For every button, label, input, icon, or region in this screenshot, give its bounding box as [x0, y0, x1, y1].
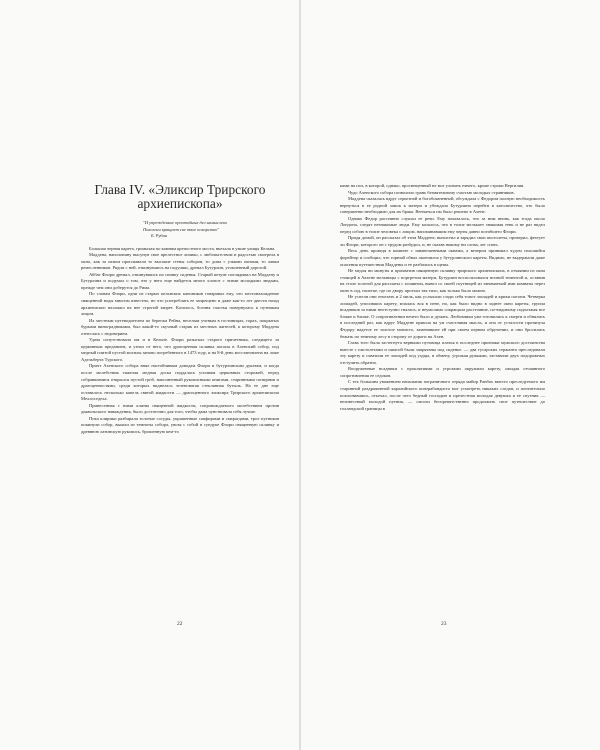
paragraph: Однако Федор рассеянно слушал ее речи. Ему показалось, что за ним вновь, как тогда около Лондона, следят незнакомые люди. Ему казалось, что в толпе мелькает знакомая тень и не раз видел перед собою в толпе человека с лицом, напоминавшим ему черты давно погибшего Флори.: [340, 215, 545, 234]
chapter-title: Глава IV. «Эликсир Трирского архиепископа»: [94, 182, 266, 212]
paragraph: Придя домой, он рассказал об этом Маддене, вычистил и зарядил свои пистолеты, проверил, фехтует ли Флори, которого он с трудом разбудил, и, не сказав никому ни слова, лег спать.: [340, 235, 545, 247]
epigraph-line: "И упрежденное прочтобных дел намыслено: [143, 220, 228, 226]
paragraph: Принесенная с ними клятва священной жидкости, сопровождаемого молебствием против дьявольского наваждения, было достаточно для того, чтобы дама чувствовала себя лучше.: [81, 402, 279, 415]
right-text-column: [340, 183, 545, 412]
right-page: [301, 0, 600, 750]
epigraph: [143, 220, 279, 233]
paragraph: Большая черная карета, громыхая по камням крепостного моста, въехала в узкие улицы Кельна.: [89, 245, 276, 251]
paragraph: Не медля ни минуты и прихватив священную склянку трирского архиепископа, в отчаянии из окна стоящей в Аахене мельницы с портретом матери, Бутурлин воспользовался ночной темнотой и, оставив на столе золотой для расплаты с хозяином, вывел со своей спутницей из занимаемой ими комнаты через окно в сад, налегке, где по двору проехал так тихо, как только было можно.: [340, 268, 545, 293]
paragraph: Аббат Флори дремал, откинувшись на спинку сиденья. Старый иезуит поглядывал на Маддену и Бутурлина и подумал о том, что у него еще найдется много хлопот с этими молодыми людьми, прежде чем они доберутся до Рима.: [81, 271, 279, 290]
paragraph: ками на пол, в которой, однако, просвещенный не мог уловить ничего, кроме строки Вергилия.: [340, 183, 525, 188]
left-text-column: [81, 183, 279, 435]
paragraph: Вооруженные всадники с проклятиями и угрозами окружили карету, ожидая отчаянного сопротивления ее седоков.: [340, 366, 545, 378]
paragraph: Удача сопутствовала им и в Кельне. Флори разыскал старого причетника, следящего за церковным преданием, и узнал от него, что драгоценная склянка попала в Ахенский собор, под медный плитой пустой могилы заново погребенного в 1473 году, и на 8-й день восстановлена на ложе Адельберта Турского.: [81, 337, 279, 362]
paragraph: Весь день проведя в комнате с занавешенными окнами, а вечером принимал чудом спасшийся форейтор и сообщил, что горный обвал окончился у бутурлинского кареты. Видимо, не выдержали даже опасения путешествия Маддены и ее разбились в щепы.: [340, 248, 545, 267]
paragraph: По словам Флори, одни из старых кельнских каноников говаривал ему, что местонахождение священной воды многим известно, но что употреблять ее запрещено и даже как-то лет двести назад архиепископ наложил на нее строгий запрет. Казалось, богиня счастья повернулась к путникам лицом.: [81, 291, 279, 317]
paragraph: Не успели они отъехать и 2 миль, как услыхали сзади себя топот лошадей и крики погони. Четверка лошадей, уносивших карету, мчалась вся в пене, но, как было видно в заднее окно кареты, группа всадников за ними неотступно гналась, и неумолимо сокращала расстояние, по-видимому подъезжая все ближе и ближе. О сопротивлении нечего было и думать. Любовники уже готовились к смерти и обнялись в последний раз, как вдруг Маддене пришла на ум счастливая мысль, и она от усталости протянула Федору надетое ее золотое монисто, заменившее ей при своем первом обручении, и они бросились бежать по темному лесу в сторону от дороги на Ахен.: [340, 294, 545, 339]
page-number-right: 23: [441, 621, 447, 627]
epigraph-author: Б. Рубан: [151, 233, 167, 239]
paragraph: Причт Ахенского собора внял настойчивым доводам Флори и бутурлинским дукатам, и когда после молебствия тяжелая медная доска поддалась усилиям церковных сторожей, перед собравшимися открылся пустой гроб, наполненный рукописными книгами, старинными потирами и драгоценностями, среди которых виднелась зеленоватая стеклянная бутыль. На ее дне еще оставалось несколько капель святой жидкости — драгоценного эликсира Трирского архиепископа Меллоседеха.: [81, 363, 279, 402]
epigraph-line: Поколени вращает сие твое покорство": [143, 226, 219, 232]
paragraph: Чудо Ахенского собора позволило грань безмятежному счастью молодых странников.: [348, 189, 515, 195]
paragraph: Маддена сказалась вдруг серьезной и богобоязненной, обсуждала с Федором полную необходимость вернуться в ее родной замок к матери и убеждала Бутурлина перейти в католичество, что было совершенно необходимо для их брака. Венчаться им было решено в Ахене.: [340, 196, 545, 215]
paragraph: Их местным путеводителем по берегам Рейна, веселым ученым в гостиницах, горах, покрытых бурыми виноградниками, был какой-то скучный старик из местных жителей, к которому Маддена отнеслась с недоверием.: [81, 317, 279, 336]
paragraph: С тех большим уважением начальник пограничного отряда майор Ранбах вместо преследуемого им старинной раздраженной каралийского контрабандиста мог усмотреть никаких следов, и почтительно поклонившись, отъехал, после чего бедный господин и прелестная молодая девушка и ее спутник — неизвестный молодой путник, — смогли беспрепятственно продолжать свое путешествие до голландской границы в: [340, 379, 545, 411]
page-number-left: 22: [177, 621, 183, 627]
paragraph: Глава того была застегнута верными путовица платья в последнее признаки мужского достоинства вместе с пистолетами и шпагой были запрятаны под сиденье. — два гусарских сержанта преследовали эту карету и схватили ее лошадей под уздцы, в обмену, угрожая ружьями, заставили двух подорожных отступить обратно.: [340, 340, 545, 365]
paragraph: Маддена, наполовину высунув свое прелестное личико, с любопытством и радостью смотрела в окно, как за окном проплывали то высокие стены соборов, то дома с узкими окнами, то лавки ремесленников. Рядом с ней, откинувшись на подушки, дремал Бутурлин, утомленный дорогой.: [81, 252, 279, 271]
paragraph: Пока клирики разбирали золотые сосуды, украшенные сапфирами и смарагдами, трое путников покинули собор, вышли из темноты собора, увозя с собой в сундуке Флори священную склянку и древнюю латинскую рукопись, брошенную кем-то: [81, 415, 279, 434]
